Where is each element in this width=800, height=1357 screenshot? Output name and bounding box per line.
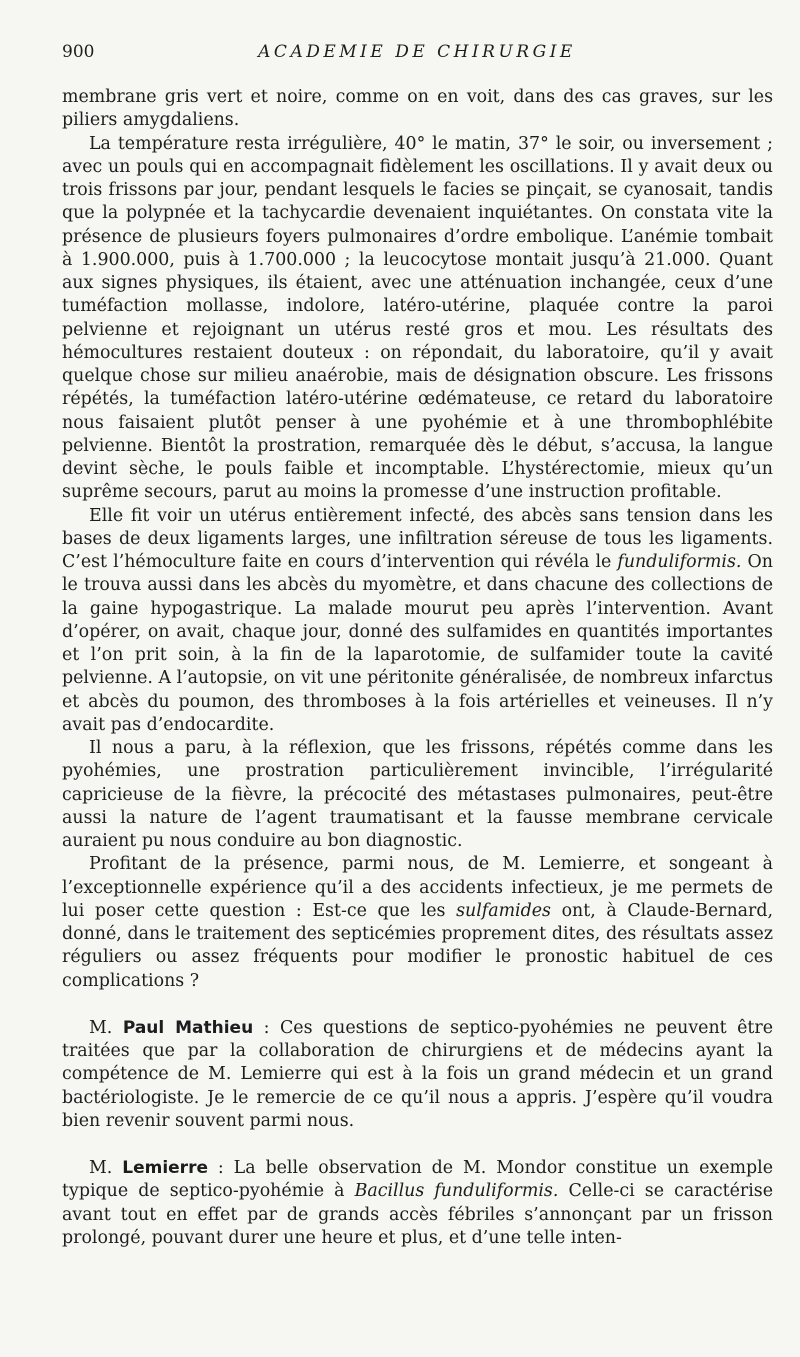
paragraph-5-italic: sulfamides (456, 900, 551, 921)
paragraph-5 (62, 853, 773, 993)
paragraph-lemierre-text-a: : La belle observation de M. Mondor constitue un exemple typique de septico-pyohémie à (62, 1158, 773, 1202)
paragraph-5-text-b: ont, à Claude-Bernard, donné, dans le traitement des septicémies proprement dites, des résultats assez réguliers ou assez fréquents pour modifier le pronostic habituel de ces complications ? (62, 900, 773, 991)
paragraph-lemierre-text-b: Celle-ci se caractérise avant tout en effet par de grands accès fébriles s’annonçant par un frisson prolongé, pouvant durer une heure et plus, et d’une telle inten- (62, 1181, 773, 1248)
running-head: ACADEMIE DE CHIRURGIE (258, 42, 576, 62)
paragraph-3-italic: funduliformis. (617, 552, 742, 572)
page-number: 900 (62, 42, 95, 62)
paragraph-4: Il nous a paru, à la réflexion, que les frissons, répétés comme dans les pyohémies, une prostration particulièrement invincible, l’irrégularité capricieuse de la fièvre, la précocité des métastases pulmonaires, peut-être aussi la nature de l’agent traumatisant et la fausse membrane cervicale auraient pu nous conduire au bon diagnostic. (62, 738, 773, 851)
speaker-prefix: M. (89, 1158, 123, 1178)
paragraph-lemierre (62, 1157, 773, 1250)
body-text (62, 86, 773, 1250)
paragraph-2: La température resta irrégulière, 40° le matin, 37° le soir, ou inversement ; avec un pouls qui en accompagnait fidèlement les oscillations. Il y avait deux ou trois frissons par jour, pendant lesquels le facies se pinçait, se cyanosait, tandis que la polypnée et la tachycardie devenaient inquiétantes. On constata vite la présence de plusieurs foyers pulmonaires d’ordre embolique. L’anémie tombait à 1.900.000, puis à 1.700.000 ; la leucocytose montait jusqu’à 21.000. Quant aux signes physiques, ils étaient, avec une atténuation inchangée, ceux d’une tuméfaction mollasse, indolore, latéro-utérine, plaquée contre la paroi pelvienne et rejoignant un utérus resté gros et mou. Les résultats des hémocultures restaient douteux : on répondait, du laboratoire, qu’il y avait quelque chose sur milieu anaérobie, mais de désignation obscure. Les frissons répétés, la tuméfaction latéro-utérine œdémateuse, ce retard du laboratoire nous faisaient plutôt penser à une pyohémie et à une thrombophlébite pelvienne. Bientôt la prostration, remarquée dès le début, s’accusa, la langue devint sèche, le pouls faible et incomptable. L’hystérectomie, mieux qu’un suprême secours, parut au moins la promesse d’une instruction profitable. (62, 133, 773, 503)
paragraph-3-text-b: On le trouva aussi dans les abcès du myomètre, et dans chacune des collections de la gaine hypogastrique. La malade mourut peu après l’intervention. Avant d’opérer, on avait, chaque jour, donné des sulfamides en quantités importantes et l’on prit soin, à la fin de la laparotomie, de sulfamider toute la cavité pelvienne. A l’autopsie, on vit une péritonite généralisée, de nombreux infarctus et abcès du poumon, des thromboses à la fois artérielles et veineuses. Il n’y avait pas d’endocardite. (62, 552, 773, 735)
page-header (62, 42, 772, 68)
paragraph-1: membrane gris vert et noire, comme on en voit, dans des cas graves, sur les piliers amygdaliens. (62, 87, 773, 131)
speaker-name-mathieu: Paul Mathieu (122, 1017, 254, 1038)
paragraph-5-text-a: Profitant de la présence, parmi nous, de M. Lemierre, et songeant à l’exceptionnelle expérience qu’il a des accidents infectieux, je me permets de lui poser cette question : Est-ce que les (62, 854, 773, 921)
paragraph-mathieu-text: : Ces questions de septico-pyohémies ne peuvent être traitées que par la collaboration de chirurgiens et de médecins ayant la compétence de M. Lemierre qui est à la fois un grand médecin et un grand bactériologiste. Je le remercie de ce qu’il nous a appris. J’espère qu’il voudra bien revenir souvent parmi nous. (62, 1017, 773, 1131)
paragraph-3-text-a: Elle fit voir un utérus entièrement infecté, des abcès sans tension dans les bases de deux ligaments larges, une infiltration séreuse de tous les ligaments. C’est l’hémoculture faite en cours d’intervention qui révéla le (62, 505, 773, 572)
paragraph-mathieu (62, 1017, 773, 1133)
paragraph-lemierre-italic: Bacillus funduliformis. (354, 1181, 559, 1202)
paragraph-3 (62, 505, 773, 738)
speaker-name-lemierre: Lemierre (122, 1158, 208, 1178)
section-gap (62, 993, 773, 1017)
speaker-prefix: M. (89, 1017, 123, 1038)
section-gap (62, 1133, 773, 1157)
